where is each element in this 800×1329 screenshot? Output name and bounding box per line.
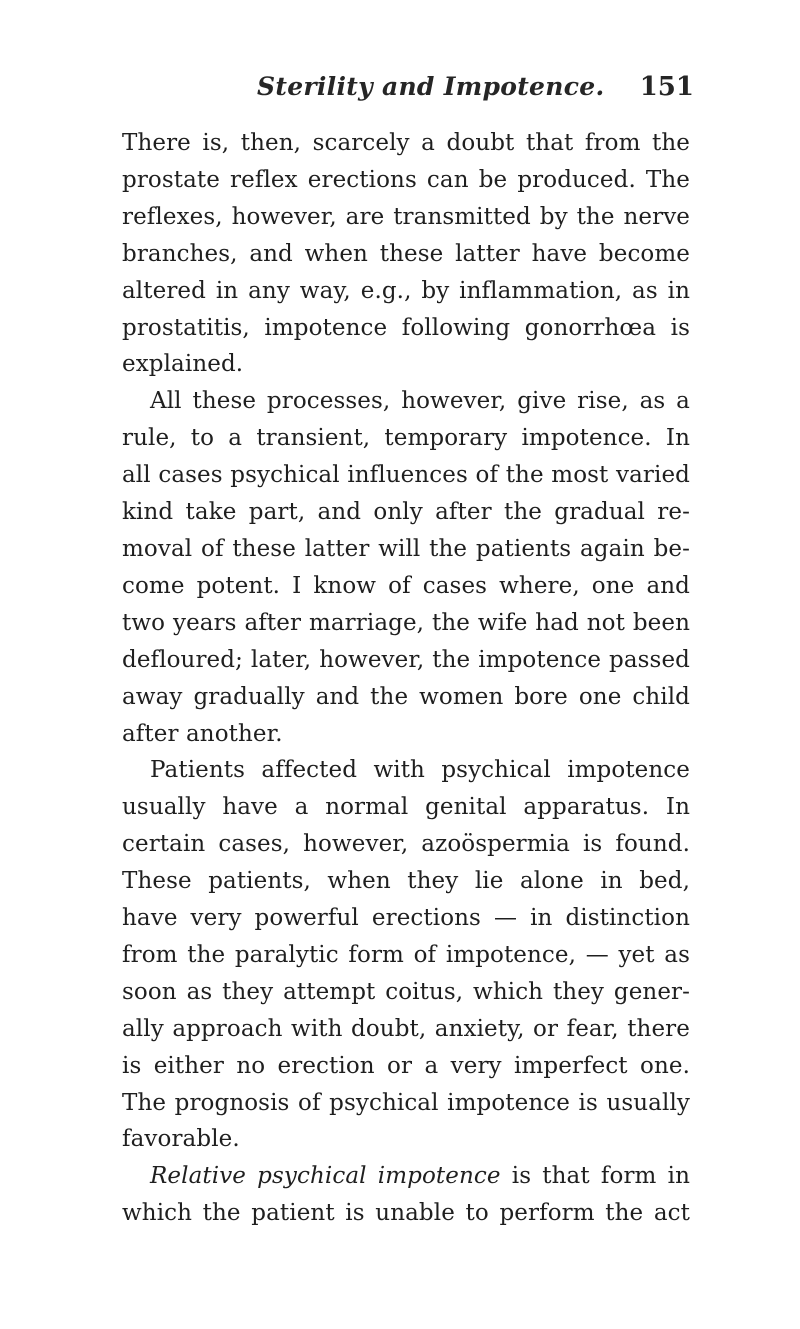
text-line: all cases psychical influences of the most varied — [122, 462, 690, 489]
text-line: certain cases, however, azoöspermia is found. — [122, 831, 690, 858]
text-line: two years after marriage, the wife had not been — [122, 609, 690, 636]
text-line: from the paralytic form of impotence, — yet as — [122, 941, 690, 968]
text-line: favorable. — [122, 1126, 240, 1153]
text-line: after another. — [122, 720, 283, 747]
text-line: rule, to a transient, temporary impotence. In — [122, 425, 690, 452]
text-line: Patients affected with psychical impotence — [150, 757, 690, 784]
text-line: explained. — [122, 351, 244, 378]
text-line: prostatitis, impotence following gonorrhœa is — [122, 314, 690, 341]
text-line: altered in any way, e.g., by inflammation, as in — [122, 277, 690, 304]
running-head — [122, 72, 700, 112]
text-fragment: is that form in — [500, 1163, 690, 1190]
text-line: have very powerful erections — in distinction — [122, 905, 690, 932]
text-line: The prognosis of psychical impotence is usually — [122, 1089, 690, 1116]
paragraph-2 — [122, 383, 690, 752]
text-line: reflexes, however, are transmitted by the nerve — [122, 203, 690, 230]
paragraph-3 — [122, 752, 690, 1158]
text-line: prostate reflex erections can be produced. The — [122, 166, 690, 193]
text-line — [122, 1158, 690, 1195]
text-line: ally approach with doubt, anxiety, or fear, there — [122, 1015, 690, 1042]
text-line: There is, then, scarcely a doubt that from the — [122, 130, 690, 156]
text-line: These patients, when they lie alone in bed, — [122, 868, 690, 895]
text-line: kind take part, and only after the gradual re- — [122, 499, 690, 526]
text-line: soon as they attempt coitus, which they gener- — [122, 978, 690, 1005]
text-line: away gradually and the women bore one child — [122, 683, 690, 710]
text-line: defloured; later, however, the impotence passed — [122, 646, 690, 673]
text-line: All these processes, however, give rise, as a — [150, 388, 690, 415]
running-title: Sterility and Impotence. — [257, 72, 605, 101]
text-line: which the patient is unable to perform the act — [122, 1200, 690, 1227]
text-line: moval of these latter will the patients again be- — [122, 535, 690, 562]
text-line: branches, and when these latter have become — [122, 240, 690, 267]
text-line: come potent. I know of cases where, one and — [122, 572, 690, 599]
text-line: usually have a normal genital apparatus. In — [122, 794, 690, 821]
paragraph-1 — [122, 125, 690, 383]
italic-term: Relative psychical impotence — [150, 1163, 501, 1190]
page-number: 151 — [639, 72, 694, 102]
paragraph-4 — [122, 1158, 690, 1232]
text-line: is either no erection or a very imperfect one. — [122, 1052, 690, 1079]
body-text — [122, 125, 690, 1232]
